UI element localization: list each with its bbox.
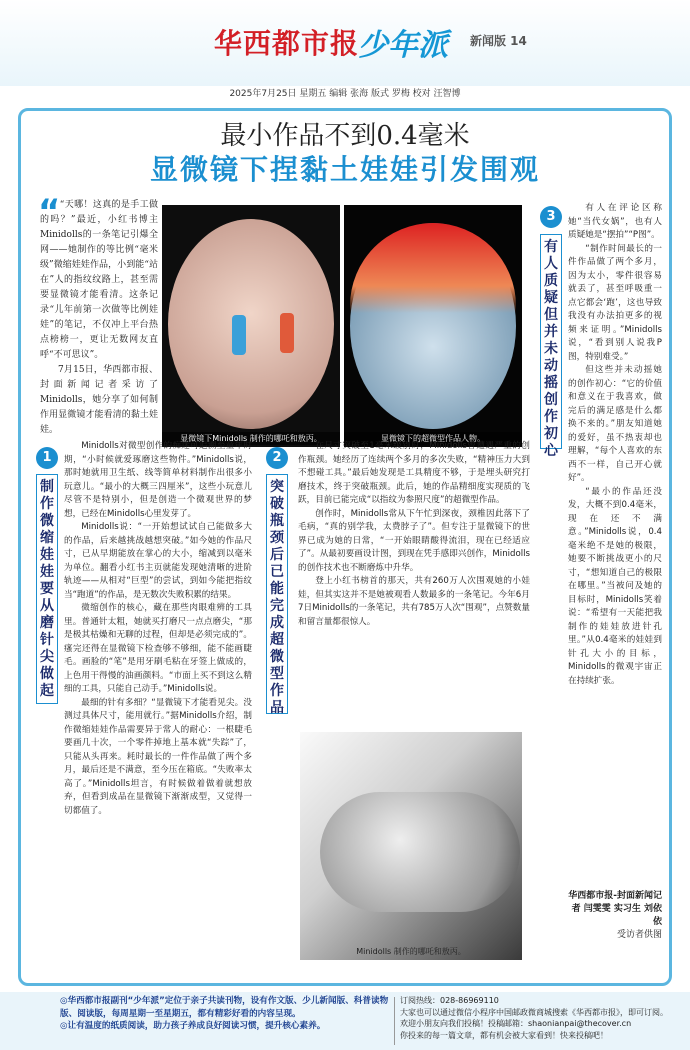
doll-figure-icon	[280, 313, 294, 353]
subscribe-hotline: 订阅热线：028-86969110	[400, 996, 499, 1005]
paragraph: Minidolls对微型创作的痴迷可追溯至童年时期，“小时候就爱琢磨这些物件。”Minidolls说，那时她就用卫生纸、线等简单材料制作出很多小玩意儿。“最小的大概三四厘米”，这些小玩意儿尽管不是特别小，但是创造一个微观世界的梦想，已经在Minidolls心里发芽了。	[64, 441, 252, 519]
edition-label: 新闻版 14	[470, 34, 527, 48]
paragraph: “最小的作品还没发，大概不到0.4毫米，现在还不满意。”Minidolls说，0.4毫米绝不是她的极限，她要不断挑战更小的尺寸，“想知道自己的极限在哪里。”当被问及她的目标时，Minidolls笑着说：“希望有一天能把我制作的娃娃放进针孔里。”从0.4毫米的娃娃到针孔大小的目标，Minidolls的微观宇宙正在持续扩张。	[568, 486, 662, 686]
fingertip-icon	[320, 792, 520, 912]
section-brand: 少年派	[358, 28, 448, 63]
subscribe-note: 大家也可以通过微信小程序中国邮政微商城搜索《华西都市报》，即可订阅。	[400, 1007, 668, 1017]
footer-divider	[394, 997, 395, 1045]
section-2-body	[298, 440, 530, 629]
lead-p1: “天哪！这真的是手工做的吗？”最近，小红书博主Minidolls的一条笔记引爆全网——她制作的等比例“毫米级”微缩娃娃作品，小到能“站在”人的指纹纹路上，甚至需要显微镜才能看清。这条记录“儿年前第一次做等比例娃娃”的笔记，不仅冲上平台热点榜榜一，更让无数网友直呼“不可思议”。	[40, 200, 158, 360]
red-lens-edge-icon	[350, 223, 516, 313]
photo-microscope-2	[344, 205, 522, 447]
section-number-1: 1	[36, 447, 58, 469]
section-title-3: 有人质疑但并未动摇创作初心	[540, 234, 562, 449]
issue-meta: 2025年7月25日 星期五 编辑 张海 版式 罗梅 校对 汪智博	[229, 89, 461, 99]
submission-invite: 你投来的每一篇文章，都有机会被大家看到！快来投稿吧！	[400, 1030, 608, 1040]
paragraph: Minidolls说：“一开始想试试自己能做多大的作品，后来越挑战越想突破。”如今她的作品尺寸，已从早期能放在掌心的大小，缩减到以毫米为单位。翻看小红书主页就能发现她清晰的进阶轨迹——从相对“巨型”的尝试，到如今能把指纹当“跑道”的作品，是无数次失败积累的结果。	[64, 522, 252, 600]
footer-promo-1: ◎华西都市报副刊“少年派”定位于亲子共读刊物，设有作文版、少儿新闻版、科普读物版、阅读版，每周星期一至星期五，都有精彩好看的内容呈现。	[60, 996, 389, 1019]
newspaper-logo: 华西都市报	[214, 27, 360, 60]
headline-line1: 最小作品不到0.4毫米	[220, 121, 470, 151]
paragraph: 但这些并未动摇她的创作初心：“它的价值和意义在于我喜欢，做完后的满足感是什么都换不来的。”朋友知道她的爱好，虽不热衷却也理解，“每个人喜欢的东西不一样，自己开心就好”。	[568, 365, 662, 483]
section-number-2: 2	[266, 447, 288, 469]
footer-contact	[400, 995, 682, 1041]
byline-reporters: 华西都市报-封面新闻记者 闫雯雯 实习生 刘依依	[568, 891, 662, 927]
microscope-view-icon	[168, 219, 334, 429]
photo-fingertip	[300, 732, 522, 960]
section-title-2: 突破瓶颈后已能完成超微型作品	[266, 474, 288, 714]
section-3-body	[568, 202, 662, 688]
headline-line2: 显微镜下捏黏土娃娃引发围观	[149, 153, 540, 186]
lead-p2: 7月15日，华西都市报、封面新闻记者采访了Minidolls，她分享了如何制作用显微镜才能看清的黏土娃娃。	[40, 365, 158, 435]
lead-paragraph	[38, 192, 158, 438]
byline	[566, 890, 662, 942]
submission-email: 欢迎小朋友向我们投稿！投稿邮箱：shaonianpai@thecover.cn	[400, 1019, 632, 1028]
quote-mark-icon: “	[38, 192, 61, 232]
paragraph: 微缩创作的核心，藏在那些肉眼难辨的工具里。普通针太粗，她就买打磨尺一点点磨尖，“那是极其枯燥和无聊的过程，但却是必须完成的”。瘙完还得在显微镜下检查够不够细，能不能画睫毛。画脸的“笔”是用牙刷毛粘在牙签上做成的，上色用干得慢的油画颜料。“市面上买不到这么精细的工具，只能自己动手。”Minidolls说。	[64, 603, 252, 694]
paragraph: “制作时间最长的一件作品做了两个多月，因为太小，零件很容易就丢了，甚至呼吸重一点它都会‘跑’，这也导致我没有办法拍更多的视频来证明。”Minidolls说，“看到别人说我P图，特别难受。”	[568, 243, 662, 362]
doll-figure-icon	[232, 315, 246, 355]
photo-caption: 显微镜下Minidolls 制作的哪吒和敖丙。	[162, 432, 340, 445]
footer-promo-2: ◎让有温度的纸质阅读，助力孩子养成良好阅读习惯，提升核心素养。	[60, 1021, 326, 1031]
photo-microscope-1	[162, 205, 340, 447]
section-1-body	[64, 440, 252, 818]
paragraph: 创作时，Minidolls常从下午忙到深夜，颈椎因此落下了毛病，“真的别学我，太费脖子了”。但专注于显微镜下的世界已成为她的日常，“一开始眼睛酸得流泪，现在已经适应了”。从最初要画设计图，到现在凭手感即兴创作，Minidolls的创作技术也不断磨炼中升华。	[298, 508, 530, 573]
photo-caption: 显微镜下的超微型作品人物。	[344, 432, 522, 445]
paragraph: 有人在评论区称她“当代女娲”，也有人质疑她是“摆拍”“P图”。	[568, 203, 662, 240]
paragraph: 在尺寸突破至1毫米级别时，Minidolls曾遭遇严重的创作瓶颈。她经历了连续两个多月的多次失败，“精神压力大到不想碰工具。”最后她发现是工具精度不够，于是埋头研究打磨技术，终于突破瓶颈。此后，她的作品精细度实现质的飞跃，目前已能完成“以指纹为参照尺度”的超微型作品。	[298, 441, 530, 505]
paragraph: 最细的针有多细？“显微镜下才能看见尖。没测过具体尺寸，能用就行。”据Minidolls介绍，制作微缩娃娃作品需要异于常人的耐心：一根睫毛要画几十次，一个零件掉地上基本就“失踪”了，只能从头再来。耗时最长的一件作品做了两个多月，最后还是不满意，至今压在箱底。“失败率太高了。”Minidolls坦言，有时候做着做着就想放弃，但看到成品在显微镜下渐渐成型，又觉得一切都值了。	[64, 697, 252, 816]
paragraph: 登上小红书榜首的那天，共有260万人次围观她的小娃娃，但其实这并不是她被观看人数最多的一条笔记。今年6月7日Minidolls的一条笔记，共有785万人次“围观”，点赞数量和留言量都很惊人。	[298, 576, 530, 627]
section-title-1: 制作微缩娃娃要从磨针尖做起	[36, 474, 58, 704]
section-number-3: 3	[540, 206, 562, 228]
photo-caption: Minidolls 制作的哪吒和敖丙。	[356, 947, 466, 956]
photo-credit: 受访者供图	[616, 930, 662, 940]
footer-promo	[60, 995, 400, 1033]
